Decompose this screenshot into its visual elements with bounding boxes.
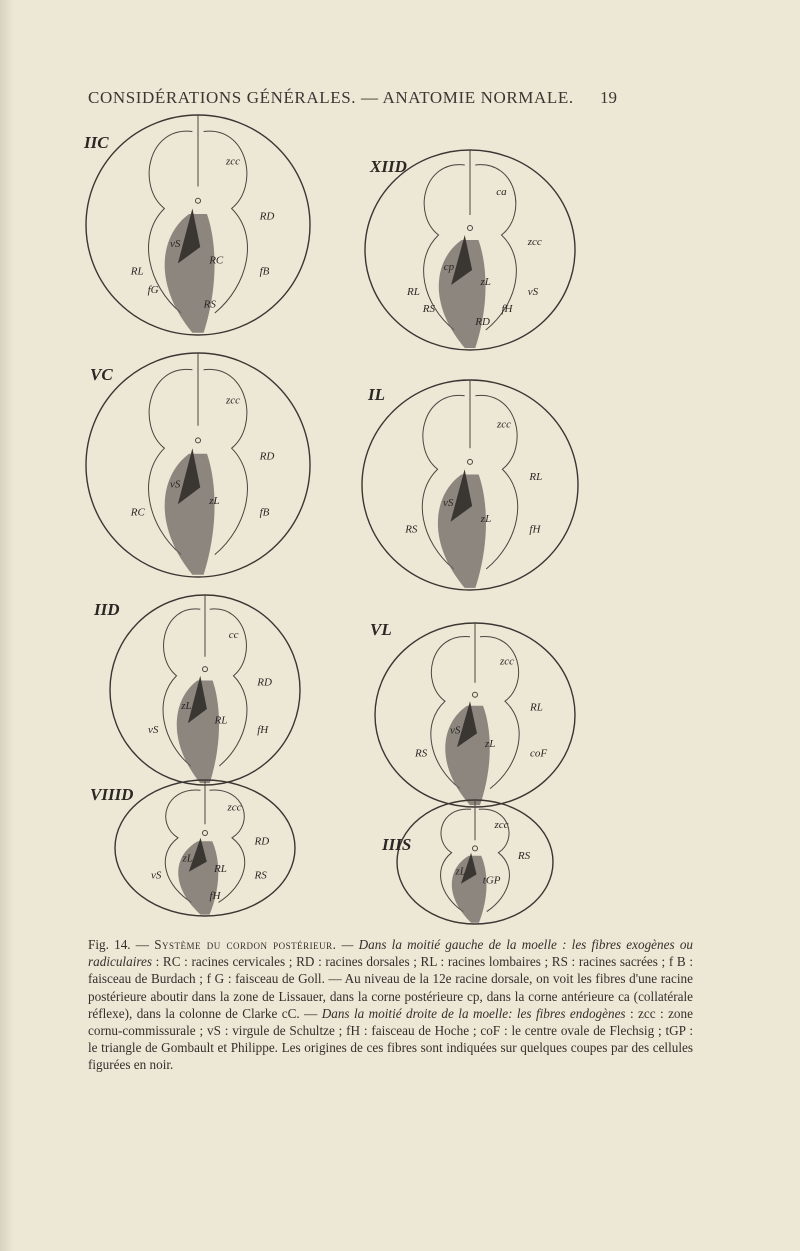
- zone-label: fH: [501, 303, 513, 315]
- zone-label: ca: [496, 186, 507, 198]
- zone-label: zcc: [527, 236, 542, 248]
- zone-label: RD: [257, 676, 272, 689]
- zone-label: vS: [527, 286, 539, 298]
- zone-label: fH: [209, 890, 221, 902]
- zone-label: tGP: [482, 874, 501, 887]
- zone-label: RC: [130, 506, 145, 519]
- zone-label: RL: [407, 286, 420, 298]
- caption-right-half-text: : zcc : zone cornu-commissurale ; vS : virgule de Schultze ; fH : faisceau de Hoche ; coF : le centre ovale de Flechsig ; tGP : le triangle de Gombault et Philippe. Les origines de ces fibres sont indiquées sur quelques coupes par des cellules figurées en noir.: [88, 1005, 693, 1073]
- section-label: IIC: [84, 133, 109, 152]
- zone-label: zL: [209, 495, 220, 508]
- zone-label: vS: [450, 724, 461, 737]
- section-iic: [83, 115, 310, 335]
- section-vc: [86, 353, 310, 577]
- zone-label: RS: [254, 869, 267, 882]
- zone-label: vS: [170, 238, 181, 250]
- zone-label: fG: [147, 284, 159, 297]
- figure-14: [80, 110, 640, 936]
- caption-title: Système du cordon postérieur.: [154, 937, 337, 952]
- zone-label: cc: [228, 628, 239, 641]
- running-head: CONSIDÉRATIONS GÉNÉRALES. — ANATOMIE NORMALE.: [88, 88, 574, 107]
- zone-label: zcc: [226, 155, 241, 168]
- zone-label: RD: [259, 210, 275, 223]
- caption-left-half-heading: — Dans la moitié gauche de la moelle : les fibres exogènes ou radiculaires: [88, 937, 694, 970]
- figure-14-drawing: [80, 110, 640, 936]
- zone-label: fH: [257, 723, 269, 736]
- caption-fig-number: Fig. 14.: [88, 937, 131, 952]
- zone-label: RS: [203, 298, 216, 311]
- central-canal: [468, 226, 473, 231]
- zone-label: vS: [170, 478, 181, 491]
- zone-label: RL: [214, 714, 228, 727]
- zone-label: zL: [485, 738, 496, 751]
- section-label: VIIID: [90, 785, 134, 804]
- zone-label: zcc: [497, 418, 512, 431]
- zone-label: RC: [209, 254, 224, 267]
- caption-dash: —: [130, 937, 155, 952]
- zone-label: RL: [130, 265, 144, 278]
- zone-label: RL: [529, 470, 543, 483]
- central-canal: [196, 198, 201, 203]
- page-number: 19: [600, 88, 617, 107]
- section-label: IID: [94, 600, 120, 619]
- zone-label: zL: [181, 700, 192, 712]
- central-canal: [203, 667, 208, 672]
- zone-label: RS: [415, 747, 428, 760]
- zone-label: vS: [148, 723, 159, 736]
- zone-label: coF: [530, 747, 548, 760]
- figure-caption: [88, 936, 693, 1074]
- central-canal: [196, 438, 201, 443]
- zone-label: RS: [405, 523, 418, 536]
- zone-label: zcc: [500, 655, 515, 668]
- zone-label: zL: [455, 865, 466, 878]
- section-label: IIIS: [382, 835, 412, 854]
- section-vl: [370, 620, 575, 807]
- zone-label: vS: [151, 869, 162, 882]
- page-edge-shadow: [0, 0, 14, 1251]
- zone-label: RL: [214, 862, 227, 875]
- central-canal: [473, 846, 478, 851]
- caption-right-half-heading: Dans la moitié droite de la moelle: les fibres endogènes: [321, 1005, 626, 1021]
- section-viiid: [90, 780, 295, 916]
- zone-label: zcc: [226, 394, 241, 407]
- zone-label: RD: [254, 835, 270, 848]
- section-label: VL: [370, 620, 392, 639]
- section-label: XIID: [370, 157, 407, 176]
- zone-label: fH: [529, 523, 541, 536]
- section-label: VC: [90, 365, 113, 384]
- zone-label: zL: [480, 276, 491, 288]
- section-il: [362, 380, 578, 590]
- central-canal: [473, 692, 478, 697]
- section-iid: [93, 595, 300, 785]
- zone-label: fB: [259, 265, 270, 278]
- zone-label: RS: [517, 849, 531, 862]
- zone-label: RD: [259, 450, 275, 463]
- section-iiis: [381, 800, 553, 924]
- zone-label: RD: [475, 316, 490, 328]
- central-canal: [468, 459, 473, 464]
- zone-label: zcc: [227, 801, 242, 814]
- section-xiid: [365, 150, 575, 350]
- zone-label: cp: [443, 261, 455, 273]
- zone-label: zcc: [494, 818, 509, 831]
- zone-label: zL: [182, 852, 193, 865]
- zone-label: RL: [530, 701, 543, 714]
- zone-label: vS: [443, 497, 454, 509]
- zone-label: fB: [259, 506, 270, 519]
- section-label: IL: [368, 385, 385, 404]
- central-canal: [203, 831, 208, 836]
- caption-left-half-text: : RC : racines cervicales ; RD : racines dorsales ; RL : racines lombaires ; RS : racines sacrées ; f B : faisceau de Burdach ; f G : faisceau de Goll. — Au niveau de la 12e racine dorsale, on voit les fibres d'une racine postérieure aboutir dans la zone de Lissauer, dans la corne postérieure cp, dans la corne antérieure ca (collatérale réflexe), dans la colonne de Clarke cC. —: [88, 954, 693, 1021]
- zone-label: RS: [422, 303, 435, 315]
- zone-label: zL: [480, 512, 492, 525]
